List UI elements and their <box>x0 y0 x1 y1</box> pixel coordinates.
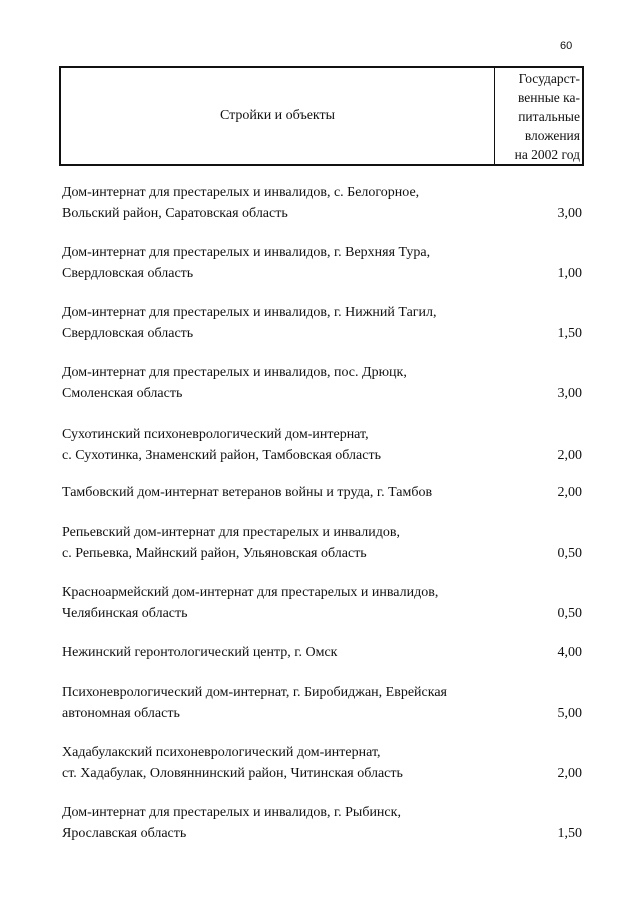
entry-text-line: Свердловская область <box>62 266 194 281</box>
entry-text-line: Дом-интернат для престарелых и инвалидов, г. Нижний Тагил, <box>62 305 437 320</box>
entry-text-line: ст. Хадабулак, Оловяннинский район, Читинская область <box>62 766 403 781</box>
entry-text-line: Ярославская область <box>62 826 187 841</box>
header-investment-line: Государст- <box>518 71 580 86</box>
entry-text-line: Хадабулакский психоневрологический дом-интернат, <box>62 745 381 760</box>
entry-value: 1,50 <box>557 326 582 341</box>
entry-row <box>62 682 582 724</box>
page-number: 60 <box>560 40 573 52</box>
entry-text-line: с. Сухотинка, Знаменский район, Тамбовская область <box>62 448 381 463</box>
entry-value: 4,00 <box>557 645 582 660</box>
header-investment-column <box>494 68 582 164</box>
entry-text-line: Психоневрологический дом-интернат, г. Биробиджан, Еврейская <box>62 685 447 700</box>
entry-row <box>62 742 582 784</box>
entry-text-line: Дом-интернат для престарелых и инвалидов, пос. Дрюцк, <box>62 365 407 380</box>
entry-value: 5,00 <box>557 706 582 721</box>
entry-row <box>62 482 582 503</box>
entry-row <box>62 642 582 663</box>
entry-text-line: Дом-интернат для престарелых и инвалидов, с. Белогорное, <box>62 185 420 200</box>
header-investment-line: на 2002 год <box>514 147 580 162</box>
entry-value: 2,00 <box>557 485 582 500</box>
entry-text-line: Свердловская область <box>62 326 194 341</box>
entry-text-line: с. Репьевка, Майнский район, Ульяновская область <box>62 546 367 561</box>
header-investment-line: питальные <box>518 109 580 124</box>
entry-text-line: Тамбовский дом-интернат ветеранов войны и труда, г. Тамбов <box>62 485 433 500</box>
entry-value: 1,50 <box>557 826 582 841</box>
entry-row <box>62 522 582 564</box>
header-investment-line: вложения <box>524 128 580 143</box>
entry-value: 3,00 <box>557 386 582 401</box>
entry-text-line: Нежинский геронтологический центр, г. Омск <box>62 645 338 660</box>
entry-text-line: Вольский район, Саратовская область <box>62 206 288 221</box>
entry-value: 3,00 <box>557 206 582 221</box>
entry-text-line: Дом-интернат для престарелых и инвалидов, г. Верхняя Тура, <box>62 245 431 260</box>
entry-row <box>62 802 582 844</box>
entry-row <box>62 302 582 344</box>
entry-row <box>62 182 582 224</box>
entry-text-line: Челябинская область <box>62 606 188 621</box>
entry-text-line: Дом-интернат для престарелых и инвалидов, г. Рыбинск, <box>62 805 401 820</box>
table-header <box>59 66 584 166</box>
entry-value: 2,00 <box>557 448 582 463</box>
header-objects-column: Стройки и объекты <box>219 108 336 123</box>
entry-text-line: автономная область <box>62 706 180 721</box>
entry-value: 0,50 <box>557 546 582 561</box>
entry-value: 1,00 <box>557 266 582 281</box>
header-investment-line: венные ка- <box>517 90 580 105</box>
entry-row <box>62 242 582 284</box>
entry-row <box>62 582 582 624</box>
entry-row <box>62 362 582 404</box>
entry-row <box>62 424 582 466</box>
entry-text-line: Сухотинский психоневрологический дом-интернат, <box>62 427 369 442</box>
entry-text-line: Смоленская область <box>62 386 183 401</box>
entry-value: 2,00 <box>557 766 582 781</box>
entry-text-line: Репьевский дом-интернат для престарелых и инвалидов, <box>62 525 400 540</box>
entry-text-line: Красноармейский дом-интернат для престарелых и инвалидов, <box>62 585 439 600</box>
entry-value: 0,50 <box>557 606 582 621</box>
